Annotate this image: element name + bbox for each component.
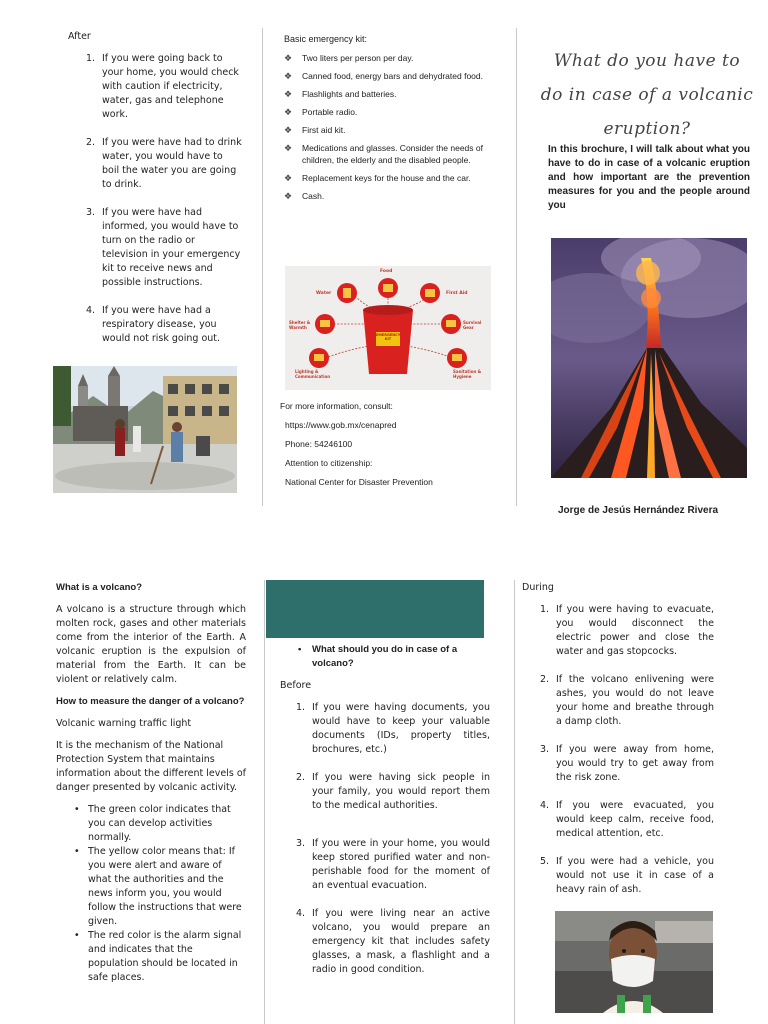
diagram-label-survival: Survival Gear xyxy=(463,320,482,330)
danger-heading: How to measure the danger of a volcano? xyxy=(56,696,245,707)
list-item: 4. If you were living near an active volcano, you would prepare an emergency kit that includes safety glasses, a mask, a flashlight and a radio in good condition. xyxy=(296,908,490,975)
list-item: 4. If you were evacuated, you would keep calm, receive food, medical attention, etc. xyxy=(540,800,714,839)
contact-info xyxy=(280,400,500,495)
author-name: Jorge de Jesús Hernández Rivera xyxy=(557,505,719,516)
list-item: • The yellow color means that: If you were alert and aware of what the authorities and the news inform you, you would follow the instructions that were given. xyxy=(74,846,242,927)
list-item: 3. If you were have had informed, you would have to turn on the radio or television in your emergency kit to receive news and possible instructions. xyxy=(86,207,241,288)
panel-emergency-kit xyxy=(284,32,502,208)
contact-org: National Center for Disaster Prevention xyxy=(285,477,433,487)
child-mask-photo xyxy=(555,911,713,1013)
cover-intro: In this brochure, I will talk about what you have to do in case of a volcanic eruption and how important are the prevention measures for you and the people around you xyxy=(548,144,750,211)
question-item: • What should you do in case of a volcano? xyxy=(298,644,458,669)
traffic-light-list xyxy=(70,803,246,985)
separator xyxy=(264,580,265,1024)
cover-title: What do you have to do in case of a volcanic eruption? xyxy=(540,51,754,139)
list-item: 4. If you were have had a respiratory disease, you would not risk going out. xyxy=(86,305,221,344)
diagram-label-food: Food xyxy=(380,269,393,274)
after-heading: After xyxy=(68,31,91,42)
list-item: ❖ Canned food, energy bars and dehydrated food. xyxy=(284,71,483,81)
what-is-text: A volcano is a structure through which molten rock, gases and other materials come from the interior of the Earth. A volcanic eruption is the expulsion of material from the Earth. It can be violent or relatively calm. xyxy=(56,604,246,685)
street-cleanup-photo xyxy=(53,366,237,493)
contact-attention: Attention to citizenship: xyxy=(285,458,373,468)
list-item: ❖ Replacement keys for the house and the car. xyxy=(284,173,471,183)
list-item: ❖ Cash. xyxy=(284,191,325,201)
list-item: 1. If you were having to evacuate, you would disconnect the electric power and close the water and gas stopcocks. xyxy=(540,604,714,657)
list-item: ❖ Medications and glasses. Consider the needs of children, the elderly and the disabled people. xyxy=(284,143,483,165)
separator xyxy=(514,580,515,1024)
list-item: ❖ Two liters per person per day. xyxy=(284,53,414,63)
list-item: ❖ Portable radio. xyxy=(284,107,358,117)
diagram-bucket-label: EMERGENCY KIT xyxy=(376,333,401,341)
kit-heading: Basic emergency kit: xyxy=(284,34,368,44)
list-item: 2. If you were having sick people in your family, you would report them to the medical authorities. xyxy=(296,772,490,811)
list-item: 1. If you were going back to your home, you would check with caution if electricity, water, gas and telephone work. xyxy=(86,53,239,120)
separator xyxy=(516,28,517,506)
list-item: 1. If you were having documents, you would have to keep your valuable documents (IDs, property titles, brochures, etc.) xyxy=(296,702,490,755)
panel-before xyxy=(280,643,490,977)
after-list xyxy=(86,52,242,346)
list-item: • The green color indicates that you can develop activities normally. xyxy=(74,804,231,843)
panel-during xyxy=(522,581,714,897)
during-list xyxy=(540,603,714,897)
separator xyxy=(262,28,263,506)
list-item: 2. If the volcano enlivening were ashes, you would do not leave your home and breathe through a damp cloth. xyxy=(540,674,714,727)
panel-what-is-volcano xyxy=(56,581,246,985)
before-list xyxy=(296,701,490,977)
list-item: • The red color is the alarm signal and indicates that the population should be located in safe places. xyxy=(74,930,242,983)
list-item: 2. If you were have had to drink water, you would have to boil the water you are going to drink. xyxy=(86,137,242,190)
question-list xyxy=(280,643,490,671)
before-heading: Before xyxy=(280,680,312,691)
list-item: ❖ Flashlights and batteries. xyxy=(284,89,397,99)
kit-list xyxy=(284,52,502,202)
list-item: 5. If you were had a vehicle, you would not use it in case of a heavy rain of ash. xyxy=(540,856,714,895)
what-is-heading: What is a volcano? xyxy=(56,582,143,593)
list-item: 3. If you were away from home, you would try to get away from the risk zone. xyxy=(540,744,714,783)
diagram-label-first-aid: First Aid xyxy=(446,291,468,296)
teal-header-box xyxy=(266,580,484,638)
list-item: ❖ First aid kit. xyxy=(284,125,346,135)
diagram-label-water: Water xyxy=(316,291,332,296)
diagram-label-shelter: Shelter & Warmth xyxy=(289,320,311,330)
list-item: 3. If you were in your home, you would keep stored purified water and non-perishable food for the moment of an eventual evacuation. xyxy=(296,838,490,891)
contact-url[interactable]: https://www.gob.mx/cenapred xyxy=(285,420,397,430)
emergency-kit-diagram xyxy=(285,266,491,390)
contact-phone: Phone: 54246100 xyxy=(285,439,353,449)
during-heading: During xyxy=(522,582,554,593)
diagram-label-sanitation: Sanitation & Hygiene xyxy=(453,369,482,379)
traffic-light-text: It is the mechanism of the National Protection System that maintains information about the different levels of danger presented by volcanic activity. xyxy=(56,740,246,793)
traffic-light-subheading: Volcanic warning traffic light xyxy=(56,718,192,729)
diagram-label-lighting: Lighting & Communication xyxy=(295,369,331,379)
contact-intro: For more information, consult: xyxy=(280,401,393,411)
volcano-photo xyxy=(551,238,747,478)
panel-after xyxy=(60,30,250,346)
